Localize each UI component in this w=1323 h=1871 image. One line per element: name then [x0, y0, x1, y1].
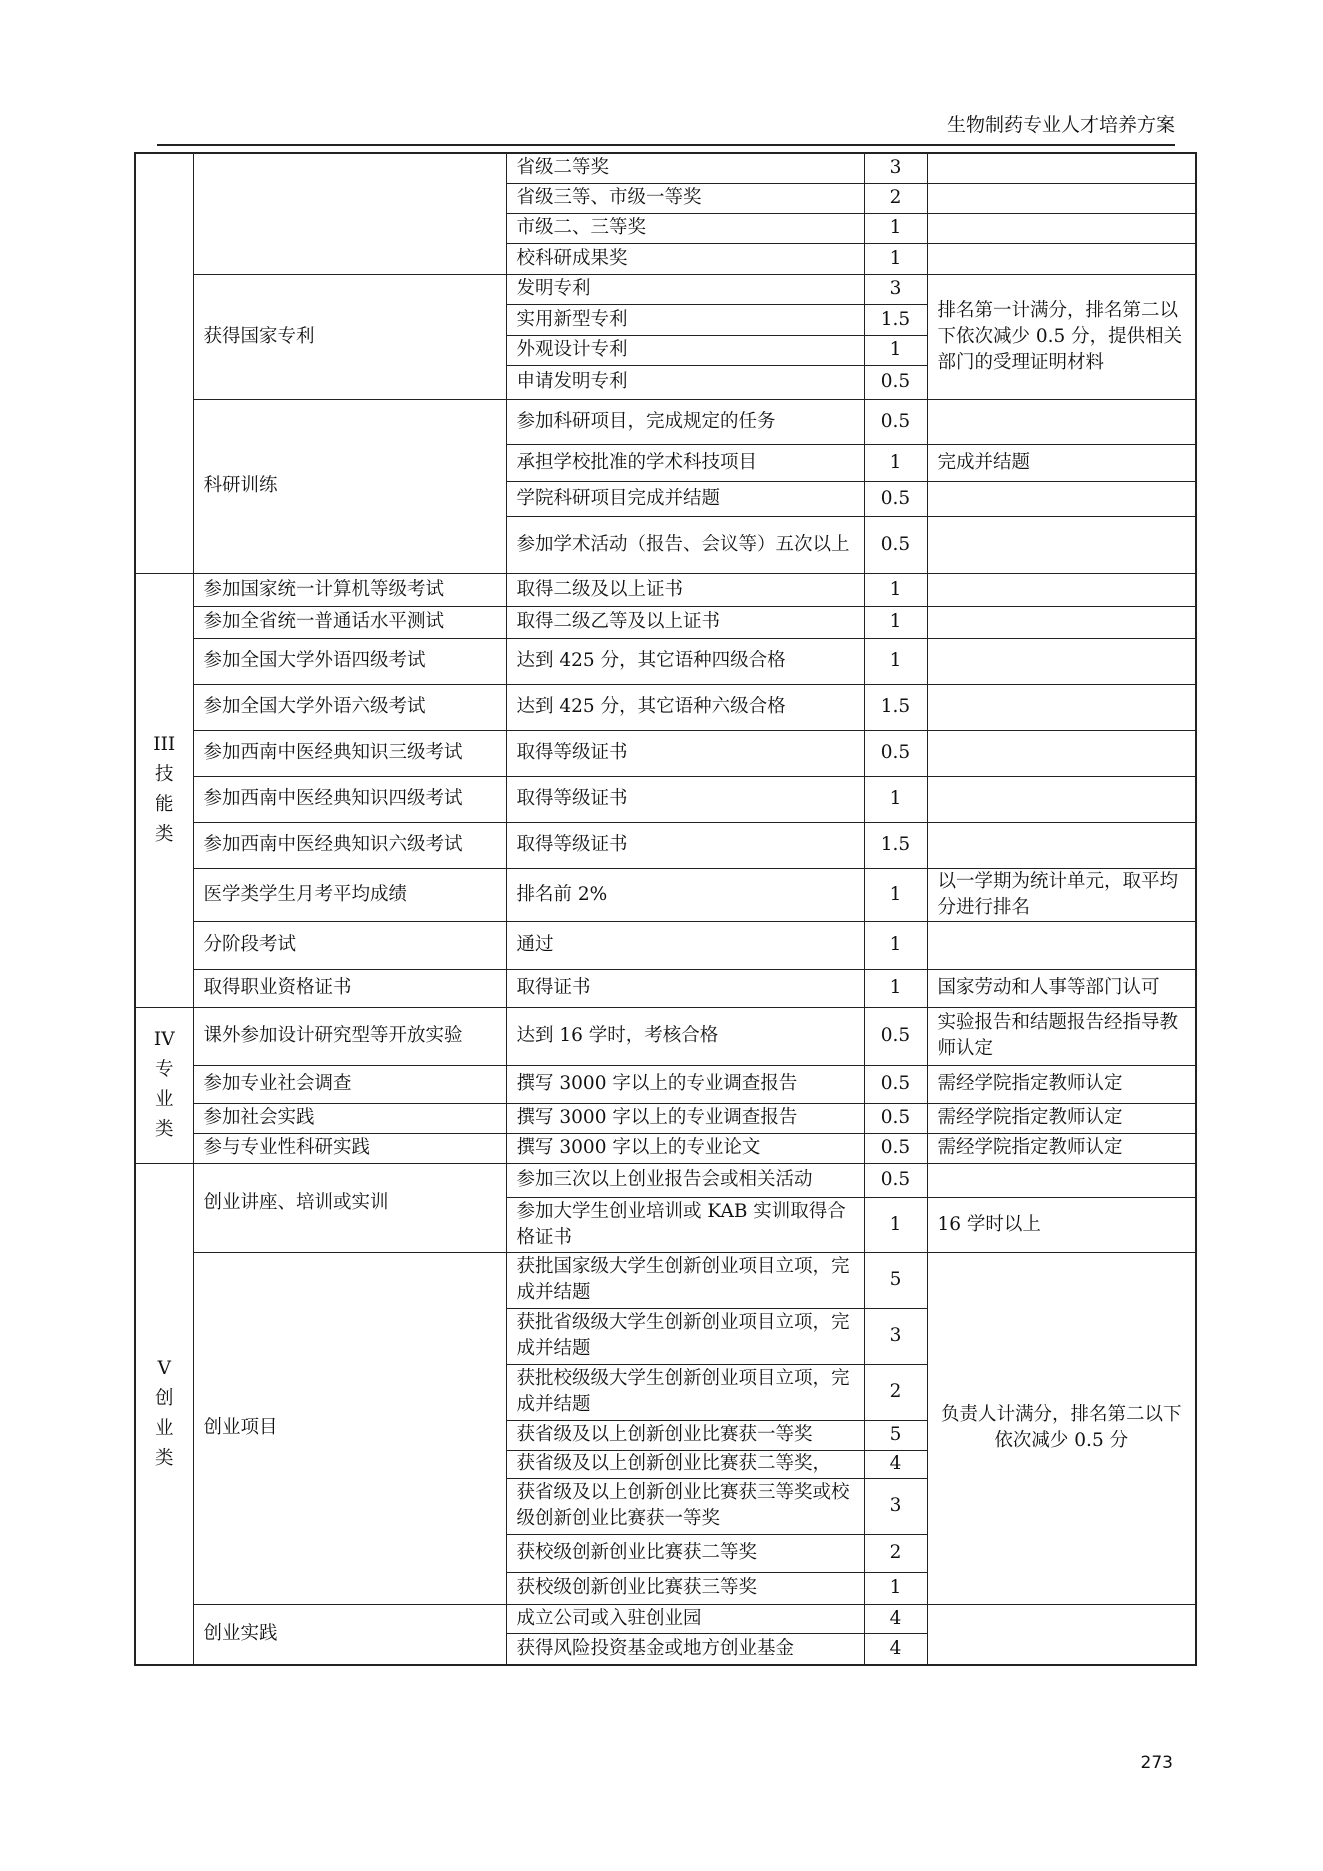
note-cell: 需经学院指定教师认定: [927, 1103, 1196, 1133]
criterion-cell: 外观设计专利: [506, 335, 864, 365]
table-row: [135, 822, 1196, 868]
points-cell: 3: [864, 274, 927, 304]
criterion-cell: 达到 425 分，其它语种六级合格: [506, 684, 864, 730]
points-cell: 1: [864, 1197, 927, 1252]
table-row: [135, 1252, 1196, 1308]
table-row: [135, 638, 1196, 684]
table-row: [135, 730, 1196, 776]
criterion-cell: 参加学术活动（报告、会议等）五次以上: [506, 516, 864, 573]
criterion-cell: 取得二级乙等及以上证书: [506, 606, 864, 638]
points-cell: 1: [864, 573, 927, 606]
criterion-cell: 参加大学生创业培训或 KAB 实训取得合格证书: [506, 1197, 864, 1252]
table-row: [135, 153, 1196, 183]
table-row: [135, 1133, 1196, 1163]
points-cell: 1: [864, 243, 927, 274]
note-cell: 需经学院指定教师认定: [927, 1133, 1196, 1163]
note-cell: [927, 183, 1196, 213]
item-cell: 参加全省统一普通话水平测试: [193, 606, 506, 638]
points-cell: 1: [864, 921, 927, 969]
criterion-cell: 撰写 3000 字以上的专业论文: [506, 1133, 864, 1163]
points-cell: 1: [864, 776, 927, 822]
table-row: [135, 1065, 1196, 1103]
points-cell: 5: [864, 1420, 927, 1450]
criterion-cell: 达到 425 分，其它语种四级合格: [506, 638, 864, 684]
table-row: [135, 1163, 1196, 1197]
note-cell: [927, 921, 1196, 969]
criterion-cell: 取得二级及以上证书: [506, 573, 864, 606]
note-cell: [927, 822, 1196, 868]
points-cell: 3: [864, 1308, 927, 1364]
note-cell: [927, 243, 1196, 274]
category-cell-3: III 技 能 类: [135, 573, 193, 1007]
criterion-cell: 取得证书: [506, 969, 864, 1007]
criterion-cell: 参加科研项目，完成规定的任务: [506, 399, 864, 444]
table-row: [135, 1007, 1196, 1065]
points-cell: 3: [864, 153, 927, 183]
table-row: [135, 1604, 1196, 1633]
criterion-cell: 达到 16 学时，考核合格: [506, 1007, 864, 1065]
item-cell: 参加全国大学外语六级考试: [193, 684, 506, 730]
points-cell: 0.5: [864, 1103, 927, 1133]
item-cell: 创业讲座、培训或实训: [193, 1163, 506, 1252]
criterion-cell: 获批校级级大学生创新创业项目立项，完成并结题: [506, 1364, 864, 1420]
criterion-cell: 市级二、三等奖: [506, 213, 864, 243]
page-number: 273: [1140, 1753, 1173, 1773]
points-cell: 1: [864, 868, 927, 921]
table-row: [135, 776, 1196, 822]
criterion-cell: 校科研成果奖: [506, 243, 864, 274]
category-cell-2: [135, 153, 193, 573]
note-cell: [927, 153, 1196, 183]
table-row: [135, 868, 1196, 921]
item-cell: 参加国家统一计算机等级考试: [193, 573, 506, 606]
criterion-cell: 获校级创新创业比赛获三等奖: [506, 1572, 864, 1604]
table-row: [135, 1103, 1196, 1133]
note-cell: [927, 516, 1196, 573]
points-cell: 1.5: [864, 304, 927, 335]
criterion-cell: 获省级及以上创新创业比赛获三等奖或校级创新创业比赛获一等奖: [506, 1478, 864, 1534]
note-cell: [927, 606, 1196, 638]
note-cell: 以一学期为统计单元，取平均分进行排名: [927, 868, 1196, 921]
points-cell: 0.5: [864, 1163, 927, 1197]
criterion-cell: 获批国家级大学生创新创业项目立项，完成并结题: [506, 1252, 864, 1308]
item-cell: 参加西南中医经典知识六级考试: [193, 822, 506, 868]
note-cell: [927, 1604, 1196, 1665]
criterion-cell: 获校级创新创业比赛获二等奖: [506, 1534, 864, 1572]
note-cell: 16 学时以上: [927, 1197, 1196, 1252]
criterion-cell: 通过: [506, 921, 864, 969]
points-cell: 1: [864, 638, 927, 684]
note-cell: 完成并结题: [927, 444, 1196, 481]
item-cell: 获得国家专利: [193, 274, 506, 399]
criterion-cell: 承担学校批准的学术科技项目: [506, 444, 864, 481]
points-cell: 4: [864, 1450, 927, 1478]
note-cell: [927, 638, 1196, 684]
points-cell: 2: [864, 183, 927, 213]
item-cell: 分阶段考试: [193, 921, 506, 969]
points-cell: 1.5: [864, 822, 927, 868]
note-cell: [927, 1163, 1196, 1197]
points-cell: 0.5: [864, 1133, 927, 1163]
points-cell: 1: [864, 213, 927, 243]
points-cell: 3: [864, 1478, 927, 1534]
criterion-cell: 省级三等、市级一等奖: [506, 183, 864, 213]
points-cell: 0.5: [864, 365, 927, 399]
points-cell: 0.5: [864, 481, 927, 516]
note-cell: [927, 213, 1196, 243]
criterion-cell: 取得等级证书: [506, 730, 864, 776]
table-row: [135, 573, 1196, 606]
criterion-cell: 学院科研项目完成并结题: [506, 481, 864, 516]
category-cell-5: V 创 业 类: [135, 1163, 193, 1665]
item-cell: 取得职业资格证书: [193, 969, 506, 1007]
credit-table: [134, 152, 1197, 1666]
points-cell: 2: [864, 1364, 927, 1420]
table-row: [135, 969, 1196, 1007]
points-cell: 0.5: [864, 1007, 927, 1065]
table-row: [135, 274, 1196, 304]
item-cell: 科研训练: [193, 399, 506, 573]
criterion-cell: 获省级及以上创新创业比赛获一等奖: [506, 1420, 864, 1450]
note-cell: 需经学院指定教师认定: [927, 1065, 1196, 1103]
item-cell: 参加全国大学外语四级考试: [193, 638, 506, 684]
table-row: [135, 606, 1196, 638]
criterion-cell: 发明专利: [506, 274, 864, 304]
table-row: [135, 921, 1196, 969]
points-cell: 0.5: [864, 1065, 927, 1103]
points-cell: 4: [864, 1633, 927, 1665]
item-cell: 参加西南中医经典知识三级考试: [193, 730, 506, 776]
note-cell: [927, 573, 1196, 606]
note-cell: [927, 481, 1196, 516]
item-cell: 参与专业性科研实践: [193, 1133, 506, 1163]
points-cell: 0.5: [864, 730, 927, 776]
criterion-cell: 撰写 3000 字以上的专业调查报告: [506, 1103, 864, 1133]
criterion-cell: 省级二等奖: [506, 153, 864, 183]
page-header: [157, 110, 1175, 146]
points-cell: 2: [864, 1534, 927, 1572]
points-cell: 1: [864, 335, 927, 365]
item-cell: 参加西南中医经典知识四级考试: [193, 776, 506, 822]
points-cell: 1: [864, 606, 927, 638]
item-cell: 创业实践: [193, 1604, 506, 1665]
criterion-cell: 成立公司或入驻创业园: [506, 1604, 864, 1633]
note-cell: 负责人计满分，排名第二以下依次减少 0.5 分: [927, 1252, 1196, 1604]
note-cell: 排名第一计满分，排名第二以下依次减少 0.5 分，提供相关部门的受理证明材料: [927, 274, 1196, 399]
category-cell-4: IV 专 业 类: [135, 1007, 193, 1163]
note-cell: 实验报告和结题报告经指导教师认定: [927, 1007, 1196, 1065]
criterion-cell: 申请发明专利: [506, 365, 864, 399]
criterion-cell: 取得等级证书: [506, 822, 864, 868]
points-cell: 1.5: [864, 684, 927, 730]
note-cell: [927, 684, 1196, 730]
criterion-cell: 取得等级证书: [506, 776, 864, 822]
item-cell: 医学类学生月考平均成绩: [193, 868, 506, 921]
points-cell: 0.5: [864, 399, 927, 444]
criterion-cell: 获批省级级大学生创新创业项目立项，完成并结题: [506, 1308, 864, 1364]
points-cell: 1: [864, 1572, 927, 1604]
criterion-cell: 排名前 2%: [506, 868, 864, 921]
item-cell: 参加社会实践: [193, 1103, 506, 1133]
item-cell: 课外参加设计研究型等开放实验: [193, 1007, 506, 1065]
note-cell: 国家劳动和人事等部门认可: [927, 969, 1196, 1007]
note-cell: [927, 776, 1196, 822]
table-row: [135, 684, 1196, 730]
item-cell: 参加专业社会调查: [193, 1065, 506, 1103]
points-cell: 1: [864, 969, 927, 1007]
criterion-cell: 参加三次以上创业报告会或相关活动: [506, 1163, 864, 1197]
criterion-cell: 实用新型专利: [506, 304, 864, 335]
points-cell: 0.5: [864, 516, 927, 573]
criterion-cell: 撰写 3000 字以上的专业调查报告: [506, 1065, 864, 1103]
points-cell: 1: [864, 444, 927, 481]
note-cell: [927, 399, 1196, 444]
header-title: 生物制药专业人才培养方案: [946, 114, 1175, 136]
criterion-cell: 获省级及以上创新创业比赛获二等奖，: [506, 1450, 864, 1478]
criterion-cell: 获得风险投资基金或地方创业基金: [506, 1633, 864, 1665]
points-cell: 5: [864, 1252, 927, 1308]
table-row: [135, 399, 1196, 444]
item-cell: 创业项目: [193, 1252, 506, 1604]
item-cell: [193, 153, 506, 274]
points-cell: 4: [864, 1604, 927, 1633]
note-cell: [927, 730, 1196, 776]
